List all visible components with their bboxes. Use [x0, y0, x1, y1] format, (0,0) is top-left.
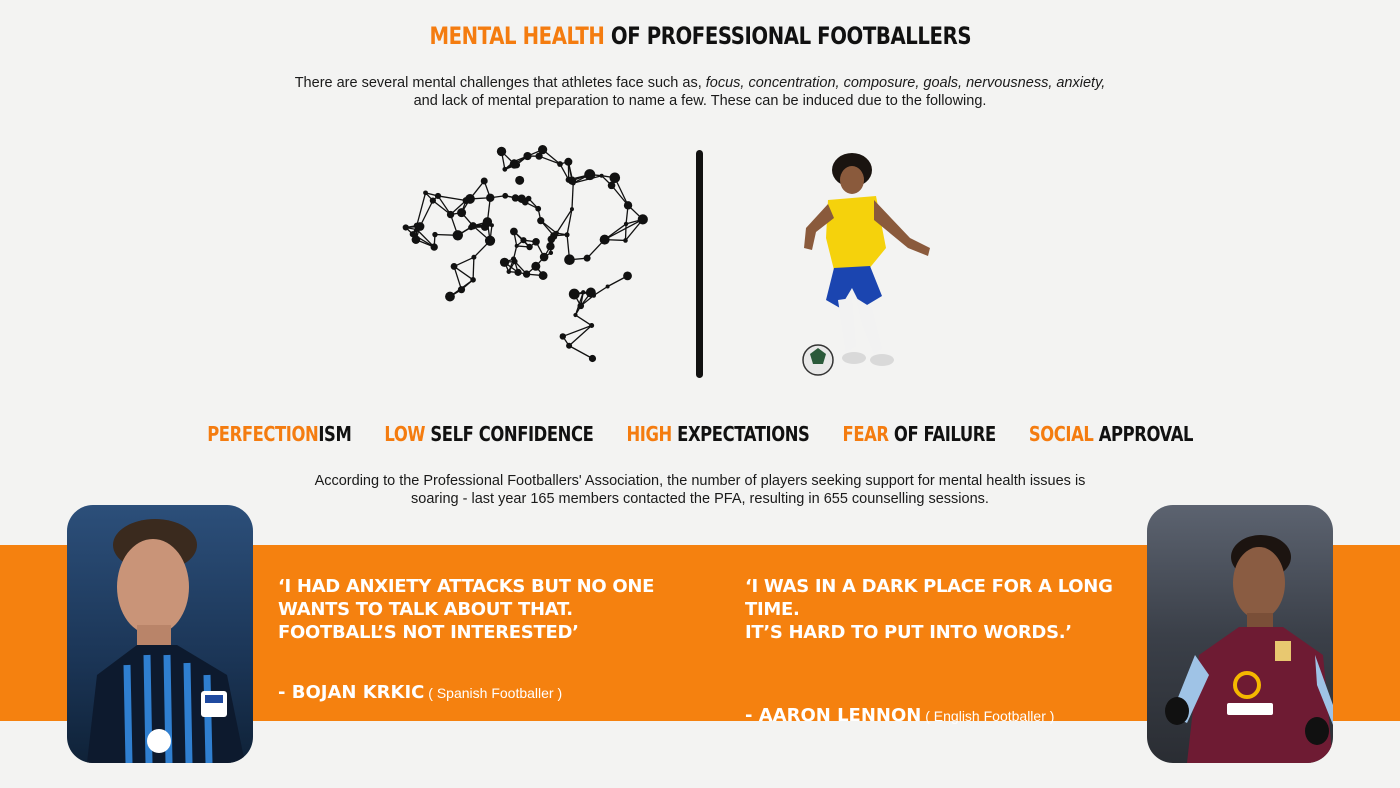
brain-link [454, 266, 473, 279]
brain-node [523, 270, 530, 277]
brain-node [586, 288, 596, 298]
causes-row [0, 422, 1400, 447]
brain-node [532, 238, 540, 246]
cause-rest: EXPECTATIONS [671, 422, 810, 446]
intro-paragraph [250, 74, 1150, 110]
cause-high-expectations [626, 422, 809, 446]
brain-node [581, 290, 585, 294]
brain-node [463, 197, 470, 204]
brain-node [502, 193, 508, 199]
brain-link [569, 346, 592, 359]
brain-node [554, 231, 559, 236]
brain-node [445, 292, 455, 302]
player-leg-2 [838, 298, 856, 352]
brain-node [638, 214, 648, 224]
brain-node [577, 303, 584, 310]
brain-link [454, 266, 461, 289]
brain-node [471, 255, 476, 260]
brain-node [546, 242, 554, 250]
brain-node [515, 176, 524, 185]
brain-node [624, 201, 632, 209]
brain-node [549, 251, 553, 255]
brain-link [605, 219, 643, 239]
intro-lead: There are several mental challenges that athletes face such as, [294, 75, 706, 91]
quote-author [745, 705, 1165, 726]
author-role: ( Spanish Footballer ) [424, 685, 563, 701]
player-shorts [826, 266, 882, 308]
cause-highlight: SOCIAL [1028, 422, 1094, 446]
brain-node [540, 253, 549, 262]
brain-node [457, 208, 466, 217]
brain-link [438, 196, 466, 201]
brain-node [510, 159, 519, 168]
cause-fear-of-failure [842, 422, 995, 446]
brain-node [606, 285, 610, 289]
quote-line: ‘I HAD ANXIETY ATTACKS BUT NO ONE [278, 576, 655, 597]
brain-node [414, 223, 420, 229]
aaron-lennon-photo [1147, 505, 1333, 763]
brain-node [470, 277, 476, 283]
cause-highlight: HIGH [626, 422, 672, 446]
author-name: - BOJAN KRKIC [278, 682, 425, 703]
brain-node [600, 174, 604, 178]
brain-link [572, 183, 573, 209]
quote-text [745, 575, 1165, 644]
brain-node [430, 243, 437, 250]
brain-link [594, 287, 608, 296]
brain-node [570, 207, 574, 211]
brain-node [483, 217, 492, 226]
quote-line: ‘I WAS IN A DARK PLACE FOR A LONG TIME. [745, 576, 1113, 620]
player-boot [842, 352, 866, 364]
brain-node [520, 237, 526, 243]
brain-node [447, 211, 454, 218]
brain-node [435, 193, 441, 199]
brain-node [564, 158, 572, 166]
brain-node [566, 177, 572, 183]
bojan-portrait [67, 505, 253, 763]
causes-list [204, 422, 1196, 446]
brain-node [539, 271, 548, 280]
brain-link [569, 326, 592, 346]
intro-tail: and lack of mental preparation to name a few. These can be induced due to the following. [413, 93, 987, 109]
brain-node [589, 323, 594, 328]
brain-node [502, 167, 507, 172]
brain-node [430, 198, 436, 204]
brain-node [410, 231, 416, 237]
cause-highlight: LOW [384, 422, 425, 446]
cause-low-self-confidence [384, 422, 593, 446]
cause-perfectionism [207, 422, 351, 446]
brain-link [473, 257, 474, 280]
pfa-statistic [250, 472, 1150, 508]
brain-link [575, 315, 591, 325]
brain-node [500, 258, 509, 267]
brain-node [432, 232, 437, 237]
quote-bojan-krkic [278, 575, 698, 703]
brain-node [566, 343, 572, 349]
brain-node [610, 172, 621, 183]
brain-node [522, 199, 529, 206]
divider [696, 150, 703, 378]
quote-line: IT’S HARD TO PUT INTO WORDS.’ [745, 622, 1072, 643]
player-boot-2 [870, 354, 894, 366]
brain-node [485, 236, 495, 246]
cause-rest: OF FAILURE [888, 422, 996, 446]
intro-italic: focus, concentration, composure, goals, nervousness, anxiety, [705, 75, 1106, 91]
author-name: - AARON LENNON [745, 705, 922, 726]
brain-node [573, 313, 577, 317]
footballer-illustration [790, 148, 940, 380]
brain-node [497, 147, 506, 156]
brain-node [564, 254, 575, 265]
player-leg [856, 298, 882, 354]
quote-line: FOOTBALL’S NOT INTERESTED’ [278, 622, 579, 643]
brain-node [571, 181, 576, 186]
brain-link [625, 224, 626, 241]
brain-node [565, 232, 570, 237]
brain-node [589, 355, 596, 362]
player-head [840, 166, 864, 194]
aaron-portrait [1147, 505, 1333, 763]
cause-social-approval [1029, 422, 1193, 446]
brain-node [469, 222, 476, 229]
stat-line-2: soaring - last year 165 members contacted the PFA, resulting in 655 counselling sessions. [411, 491, 989, 507]
brain-link [417, 193, 426, 226]
cause-rest: SELF CONFIDENCE [424, 422, 594, 446]
cause-rest: APPROVAL [1093, 422, 1193, 446]
brain-node [451, 263, 458, 270]
brain-node [537, 217, 544, 224]
page-title [0, 22, 1400, 51]
quote-author [278, 682, 698, 703]
brain-node [584, 255, 591, 262]
quote-line: WANTS TO TALK ABOUT THAT. [278, 599, 573, 620]
brain-node [507, 269, 512, 274]
brain-node [526, 244, 532, 250]
quote-text [278, 575, 698, 644]
brain-node [458, 286, 465, 293]
brain-node [523, 152, 531, 160]
brain-node [453, 230, 463, 240]
cause-highlight: PERFECTION [207, 422, 319, 446]
brain-node [600, 235, 610, 245]
brain-node [569, 289, 580, 300]
brain-node [515, 244, 519, 248]
brain-node [584, 169, 595, 180]
brain-node [514, 269, 521, 276]
brain-node [511, 256, 516, 261]
brain-node [403, 224, 409, 230]
brain-node [557, 161, 563, 167]
brain-node [481, 177, 488, 184]
brain-network-icon [398, 140, 660, 380]
brain-node [486, 194, 494, 202]
brain-node [531, 262, 540, 271]
brain-node [510, 228, 518, 236]
cause-rest: ISM [318, 422, 352, 446]
title-rest: OF PROFESSIONAL FOOTBALLERS [610, 22, 971, 50]
brain-node [623, 238, 628, 243]
brain-link [563, 326, 592, 337]
brain-node [623, 271, 632, 280]
bojan-krkic-photo [67, 505, 253, 763]
brain-node [608, 182, 616, 190]
title-highlight: MENTAL HEALTH [429, 22, 605, 50]
brain-node [535, 153, 542, 160]
cause-highlight: FEAR [842, 422, 889, 446]
quote-aaron-lennon [745, 575, 1165, 726]
brain-node [423, 190, 428, 195]
author-role: ( English Footballer ) [921, 708, 1055, 724]
stat-line-1: According to the Professional Footballers' Association, the number of players seeking support for mental health issues is [314, 473, 1086, 489]
brain-node [624, 222, 628, 226]
brain-node [560, 333, 566, 339]
brain-node [535, 206, 541, 212]
